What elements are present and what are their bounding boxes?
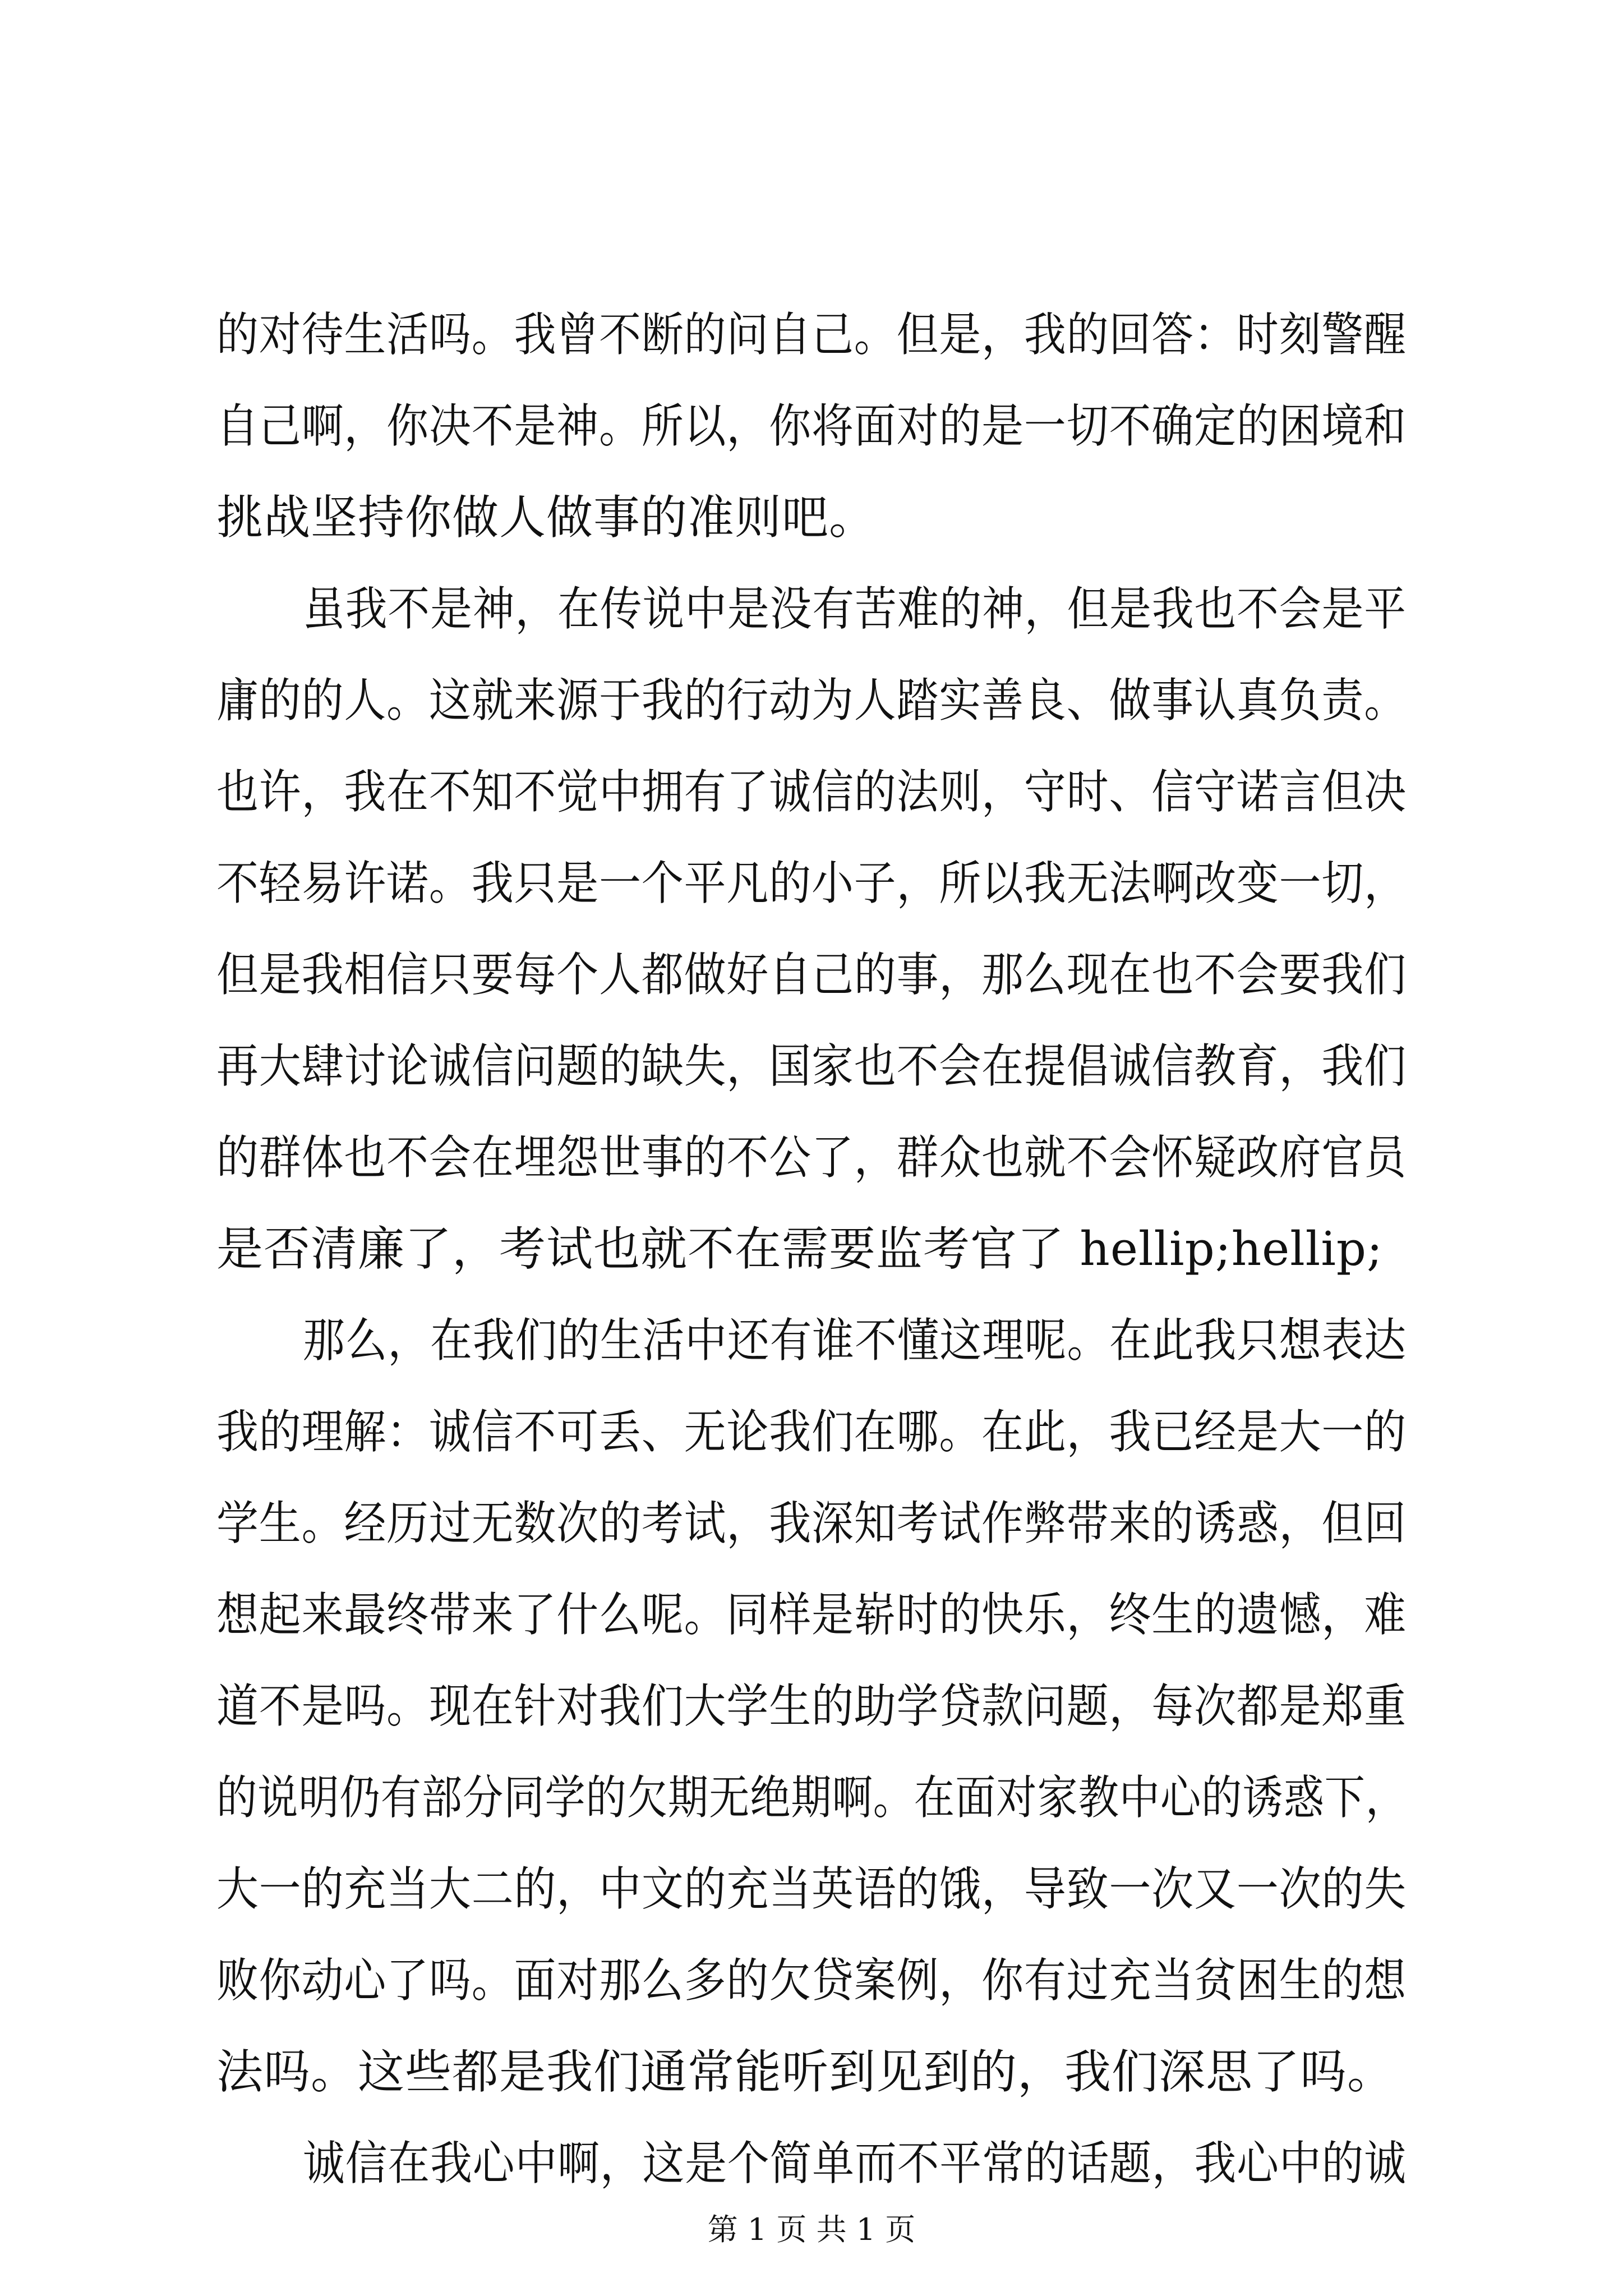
text-line: [0, 1941, 1623, 2020]
text-line-content: 那么，在我们的生活中还有谁不懂这理呢。在此我只想表达: [303, 1313, 1407, 1368]
text-line-content: 虽我不是神，在传说中是没有苦难的神，但是我也不会是平: [303, 582, 1407, 636]
text-line: [0, 1850, 1623, 1929]
text-line-content: 是否清廉了，考试也就不在需要监考官了 hellip;hellip;: [216, 1222, 1383, 1276]
text-line: [0, 1301, 1623, 1380]
text-line-content: 大一的充当大二的，中文的充当英语的饿，导致一次又一次的失: [216, 1862, 1407, 1916]
text-line-content: 的群体也不会在埋怨世事的不公了，群众也就不会怀疑政府官员: [216, 1130, 1407, 1185]
text-line-content: 但是我相信只要每个人都做好自己的事，那么现在也不会要我们: [216, 947, 1407, 1002]
text-line: [0, 661, 1623, 740]
text-line-content: 也许，我在不知不觉中拥有了诚信的法则，守时、信守诺言但决: [216, 765, 1407, 819]
text-line: [0, 570, 1623, 648]
text-line: [0, 387, 1623, 466]
text-line-content: 再大肆讨论诚信问题的缺失，国家也不会在提倡诚信教育，我们: [216, 1039, 1407, 1093]
text-line: [0, 2033, 1623, 2111]
text-line-content: 道不是吗。现在针对我们大学生的助学贷款问题，每次都是郑重: [216, 1679, 1407, 1733]
text-line-content: 我的理解：诚信不可丢、无论我们在哪。在此，我已经是大一的: [216, 1405, 1407, 1459]
text-line-content: 的对待生活吗。我曾不断的问自己。但是，我的回答：时刻警醒: [216, 307, 1407, 362]
text-line-content: 想起来最终带来了什么呢。同样是崭时的快乐，终生的遗憾，难: [216, 1588, 1407, 1642]
text-line-content: 的说明仍有部分同学的欠期无绝期啊。在面对家教中心的诱惑下，: [216, 1770, 1407, 1825]
text-line: [0, 1027, 1623, 1106]
text-line: [0, 844, 1623, 923]
text-line-content: 败你动心了吗。面对那么多的欠贷案例，你有过充当贫困生的想: [216, 1953, 1407, 2008]
text-line: [0, 753, 1623, 831]
text-line: [0, 936, 1623, 1014]
text-line-content: 法吗。这些都是我们通常能听到见到的，我们深思了吗。: [216, 2045, 1394, 2099]
text-line-content: 诚信在我心中啊，这是个简单而不平常的话题，我心中的诚: [303, 2136, 1407, 2191]
text-line: [0, 1119, 1623, 1197]
text-line: [0, 1667, 1623, 1746]
text-line: [0, 2124, 1623, 2203]
text-line-content: 自己啊，你决不是神。所以，你将面对的是一切不确定的困境和: [216, 399, 1407, 453]
text-line-content: 学生。经历过无数次的考试，我深知考试作弊带来的诱惑，但回: [216, 1496, 1407, 1550]
text-line: [0, 1759, 1623, 1837]
page-footer: 第 1 页 共 1 页: [707, 2212, 916, 2247]
text-line: [0, 1484, 1623, 1563]
text-line-content: 庸的的人。这就来源于我的行动为人踏实善良、做事认真负责。: [216, 673, 1407, 728]
text-line-content: 不轻易许诺。我只是一个平凡的小子，所以我无法啊改变一切，: [216, 856, 1407, 910]
text-line: [0, 1576, 1623, 1654]
text-line: [0, 478, 1623, 557]
text-line-content: 挑战坚持你做人做事的准则吧。: [216, 490, 876, 545]
text-line: [0, 1210, 1623, 1289]
text-line: [0, 296, 1623, 374]
text-line: [0, 1393, 1623, 1471]
